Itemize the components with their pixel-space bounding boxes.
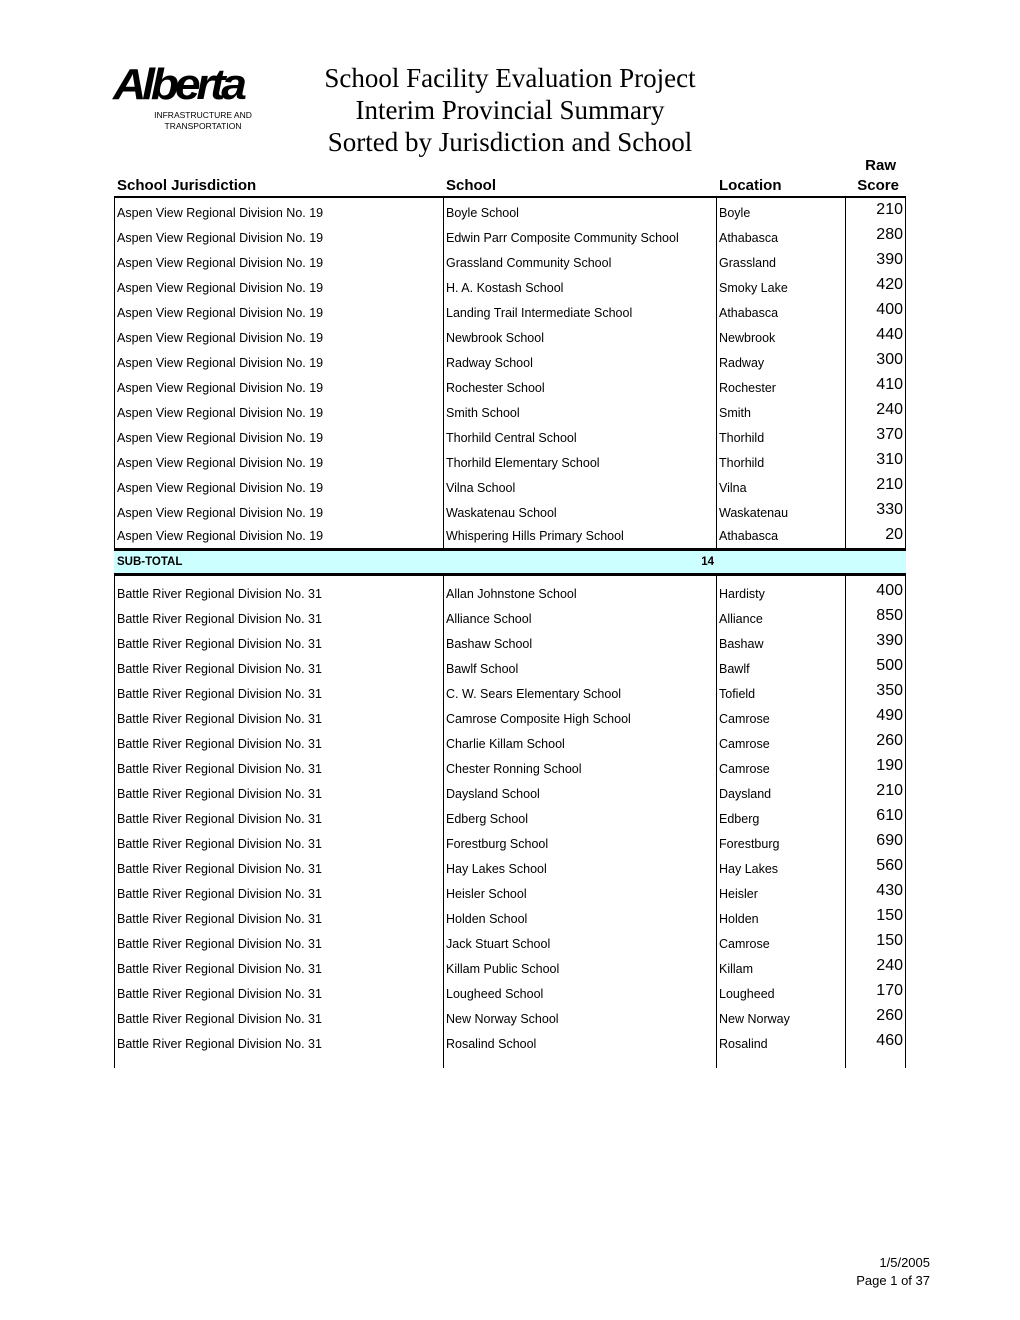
cell-raw-score: 300 [876, 351, 903, 368]
table-row [114, 448, 906, 473]
cell-raw-score: 420 [876, 276, 903, 293]
subtotal-count: 14 [701, 556, 714, 568]
cell-jurisdiction: Battle River Regional Division No. 31 [117, 737, 322, 751]
cell-location: Camrose [719, 737, 770, 751]
cell-location: Camrose [719, 762, 770, 776]
cell-raw-score: 410 [876, 376, 903, 393]
cell-location: Lougheed [719, 987, 775, 1001]
cell-location: Waskatenau [719, 506, 789, 520]
cell-location: Heisler [719, 887, 758, 901]
cell-school: Forestburg School [446, 837, 549, 851]
cell-location: Smoky Lake [719, 281, 788, 295]
cell-raw-score: 170 [876, 982, 903, 999]
cell-school: Thorhild Central School [446, 431, 577, 445]
cell-school: New Norway School [446, 1012, 559, 1026]
cell-school: Daysland School [446, 787, 540, 801]
table-row [114, 373, 906, 398]
cell-school: Holden School [446, 912, 528, 926]
cell-location: Thorhild [719, 431, 765, 445]
header-raw: Raw [865, 157, 896, 174]
cell-location: New Norway [719, 1012, 790, 1026]
table-row [114, 473, 906, 498]
cell-school: Charlie Killam School [446, 737, 565, 751]
cell-school: Edwin Parr Composite Community School [446, 231, 679, 245]
cell-raw-score: 850 [876, 607, 903, 624]
cell-school: Chester Ronning School [446, 762, 582, 776]
cell-location: Rosalind [719, 1037, 768, 1051]
header-jurisdiction: School Jurisdiction [117, 177, 257, 194]
cell-school: Vilna School [446, 481, 516, 495]
cell-jurisdiction: Battle River Regional Division No. 31 [117, 862, 322, 876]
cell-location: Athabasca [719, 529, 779, 543]
cell-location: Forestburg [719, 837, 780, 851]
cell-school: Heisler School [446, 887, 527, 901]
cell-raw-score: 370 [876, 426, 903, 443]
cell-jurisdiction: Battle River Regional Division No. 31 [117, 637, 322, 651]
cell-location: Bawlf [719, 662, 750, 676]
table-row [114, 879, 906, 904]
cell-jurisdiction: Battle River Regional Division No. 31 [117, 887, 322, 901]
cell-raw-score: 190 [876, 757, 903, 774]
cell-jurisdiction: Battle River Regional Division No. 31 [117, 662, 322, 676]
cell-raw-score: 430 [876, 882, 903, 899]
cell-location: Edberg [719, 812, 760, 826]
logo-subtitle-line2: TRANSPORTATION [164, 121, 242, 131]
header-score: Score [857, 177, 899, 194]
cell-raw-score: 440 [876, 326, 903, 343]
cell-school: Landing Trail Intermediate School [446, 306, 633, 320]
table-row [114, 223, 906, 248]
table-row [114, 523, 906, 546]
logo-subtitle-line1: INFRASTRUCTURE AND [154, 110, 252, 120]
cell-jurisdiction: Aspen View Regional Division No. 19 [117, 406, 324, 420]
cell-jurisdiction: Aspen View Regional Division No. 19 [117, 231, 324, 245]
table-row [114, 423, 906, 448]
cell-jurisdiction: Aspen View Regional Division No. 19 [117, 306, 324, 320]
cell-school: Smith School [446, 406, 520, 420]
table-row [114, 854, 906, 879]
cell-school: Jack Stuart School [446, 937, 551, 951]
subtotal-row [114, 548, 906, 576]
table-row [114, 729, 906, 754]
cell-school: Waskatenau School [446, 506, 557, 520]
cell-raw-score: 240 [876, 401, 903, 418]
cell-raw-score: 210 [876, 782, 903, 799]
cell-location: Boyle [719, 206, 751, 220]
subtotal-label: SUB-TOTAL [117, 556, 183, 568]
cell-jurisdiction: Aspen View Regional Division No. 19 [117, 281, 324, 295]
cell-school: Bawlf School [446, 662, 519, 676]
cell-location: Vilna [719, 481, 747, 495]
header-school: School [446, 177, 497, 194]
cell-jurisdiction: Battle River Regional Division No. 31 [117, 587, 322, 601]
cell-jurisdiction: Aspen View Regional Division No. 19 [117, 506, 324, 520]
cell-jurisdiction: Battle River Regional Division No. 31 [117, 812, 322, 826]
table-row [114, 904, 906, 929]
table-row [114, 1029, 906, 1054]
header-location: Location [719, 177, 782, 194]
cell-school: Rochester School [446, 381, 545, 395]
table-row [114, 754, 906, 779]
cell-jurisdiction: Aspen View Regional Division No. 19 [117, 529, 324, 543]
table-row [114, 248, 906, 273]
table-row [114, 398, 906, 423]
cell-raw-score: 350 [876, 682, 903, 699]
cell-jurisdiction: Battle River Regional Division No. 31 [117, 612, 322, 626]
cell-school: H. A. Kostash School [446, 281, 564, 295]
table-row [114, 323, 906, 348]
cell-jurisdiction: Battle River Regional Division No. 31 [117, 787, 322, 801]
table-row [114, 348, 906, 373]
cell-school: Alliance School [446, 612, 532, 626]
cell-school: Whispering Hills Primary School [446, 529, 624, 543]
title-line-1: School Facility Evaluation Project [324, 63, 696, 93]
cell-location: Tofield [719, 687, 756, 701]
cell-location: Camrose [719, 937, 770, 951]
table-row [114, 779, 906, 804]
cell-school: Rosalind School [446, 1037, 537, 1051]
cell-location: Rochester [719, 381, 776, 395]
cell-location: Athabasca [719, 231, 779, 245]
footer-page-number: Page 1 of 37 [856, 1273, 930, 1288]
table-row [114, 804, 906, 829]
table-row [114, 604, 906, 629]
cell-location: Alliance [719, 612, 763, 626]
cell-school: Edberg School [446, 812, 529, 826]
cell-location: Camrose [719, 712, 770, 726]
cell-school: Bashaw School [446, 637, 533, 651]
cell-jurisdiction: Aspen View Regional Division No. 19 [117, 206, 324, 220]
cell-location: Killam [719, 962, 754, 976]
cell-school: Hay Lakes School [446, 862, 547, 876]
cell-raw-score: 260 [876, 732, 903, 749]
cell-jurisdiction: Battle River Regional Division No. 31 [117, 712, 322, 726]
summary-table [114, 196, 906, 1068]
cell-jurisdiction: Aspen View Regional Division No. 19 [117, 331, 324, 345]
cell-school: Camrose Composite High School [446, 712, 631, 726]
cell-location: Hay Lakes [719, 862, 779, 876]
jurisdiction-group-battle-river [114, 579, 906, 1054]
cell-school: Lougheed School [446, 987, 544, 1001]
table-row [114, 704, 906, 729]
cell-jurisdiction: Battle River Regional Division No. 31 [117, 837, 322, 851]
cell-raw-score: 210 [876, 476, 903, 493]
table-row [114, 929, 906, 954]
cell-raw-score: 490 [876, 707, 903, 724]
cell-raw-score: 260 [876, 1007, 903, 1024]
cell-school: Boyle School [446, 206, 519, 220]
cell-location: Holden [719, 912, 759, 926]
cell-school: Grassland Community School [446, 256, 612, 270]
cell-jurisdiction: Battle River Regional Division No. 31 [117, 987, 322, 1001]
table-row [114, 198, 906, 223]
cell-school: Newbrook School [446, 331, 544, 345]
cell-raw-score: 390 [876, 632, 903, 649]
cell-school: Allan Johnstone School [446, 587, 577, 601]
cell-raw-score: 460 [876, 1032, 903, 1049]
cell-raw-score: 240 [876, 957, 903, 974]
cell-raw-score: 20 [885, 526, 903, 543]
cell-raw-score: 390 [876, 251, 903, 268]
table-body [114, 198, 906, 1054]
cell-raw-score: 150 [876, 907, 903, 924]
table-row [114, 829, 906, 854]
cell-jurisdiction: Battle River Regional Division No. 31 [117, 962, 322, 976]
table-row [114, 1004, 906, 1029]
cell-location: Bashaw [719, 637, 764, 651]
cell-location: Smith [719, 406, 751, 420]
cell-raw-score: 150 [876, 932, 903, 949]
logo-wordmark: Alberta [113, 60, 243, 109]
table-row [114, 579, 906, 604]
report-title [300, 62, 720, 158]
cell-location: Daysland [719, 787, 772, 801]
cell-school: Killam Public School [446, 962, 560, 976]
cell-raw-score: 560 [876, 857, 903, 874]
cell-location: Radway [719, 356, 765, 370]
alberta-logo [113, 60, 263, 135]
cell-raw-score: 400 [876, 582, 903, 599]
cell-jurisdiction: Battle River Regional Division No. 31 [117, 762, 322, 776]
table-row [114, 629, 906, 654]
cell-school: C. W. Sears Elementary School [446, 687, 622, 701]
table-row [114, 298, 906, 323]
cell-location: Hardisty [719, 587, 765, 601]
cell-jurisdiction: Aspen View Regional Division No. 19 [117, 381, 324, 395]
table-row [114, 498, 906, 523]
cell-jurisdiction: Battle River Regional Division No. 31 [117, 687, 322, 701]
cell-raw-score: 690 [876, 832, 903, 849]
cell-jurisdiction: Battle River Regional Division No. 31 [117, 1012, 322, 1026]
cell-raw-score: 310 [876, 451, 903, 468]
cell-jurisdiction: Aspen View Regional Division No. 19 [117, 256, 324, 270]
cell-school: Thorhild Elementary School [446, 456, 600, 470]
table-row [114, 654, 906, 679]
cell-jurisdiction: Battle River Regional Division No. 31 [117, 1037, 322, 1051]
cell-jurisdiction: Aspen View Regional Division No. 19 [117, 456, 324, 470]
title-line-3: Sorted by Jurisdiction and School [327, 127, 693, 157]
cell-location: Thorhild [719, 456, 765, 470]
cell-jurisdiction: Aspen View Regional Division No. 19 [117, 431, 324, 445]
cell-jurisdiction: Battle River Regional Division No. 31 [117, 912, 322, 926]
cell-raw-score: 500 [876, 657, 903, 674]
table-row [114, 979, 906, 1004]
table-row [114, 679, 906, 704]
cell-raw-score: 210 [876, 201, 903, 218]
cell-raw-score: 280 [876, 226, 903, 243]
cell-raw-score: 330 [876, 501, 903, 518]
cell-location: Athabasca [719, 306, 779, 320]
table-row [114, 273, 906, 298]
cell-school: Radway School [446, 356, 533, 370]
cell-jurisdiction: Aspen View Regional Division No. 19 [117, 481, 324, 495]
cell-jurisdiction: Aspen View Regional Division No. 19 [117, 356, 324, 370]
cell-location: Newbrook [719, 331, 776, 345]
table-row [114, 954, 906, 979]
jurisdiction-group-aspen-view [114, 198, 906, 546]
cell-raw-score: 610 [876, 807, 903, 824]
title-line-2: Interim Provincial Summary [355, 95, 665, 125]
cell-location: Grassland [719, 256, 776, 270]
cell-raw-score: 400 [876, 301, 903, 318]
footer-date: 1/5/2005 [879, 1255, 930, 1270]
cell-jurisdiction: Battle River Regional Division No. 31 [117, 937, 322, 951]
page-footer [856, 1254, 930, 1290]
